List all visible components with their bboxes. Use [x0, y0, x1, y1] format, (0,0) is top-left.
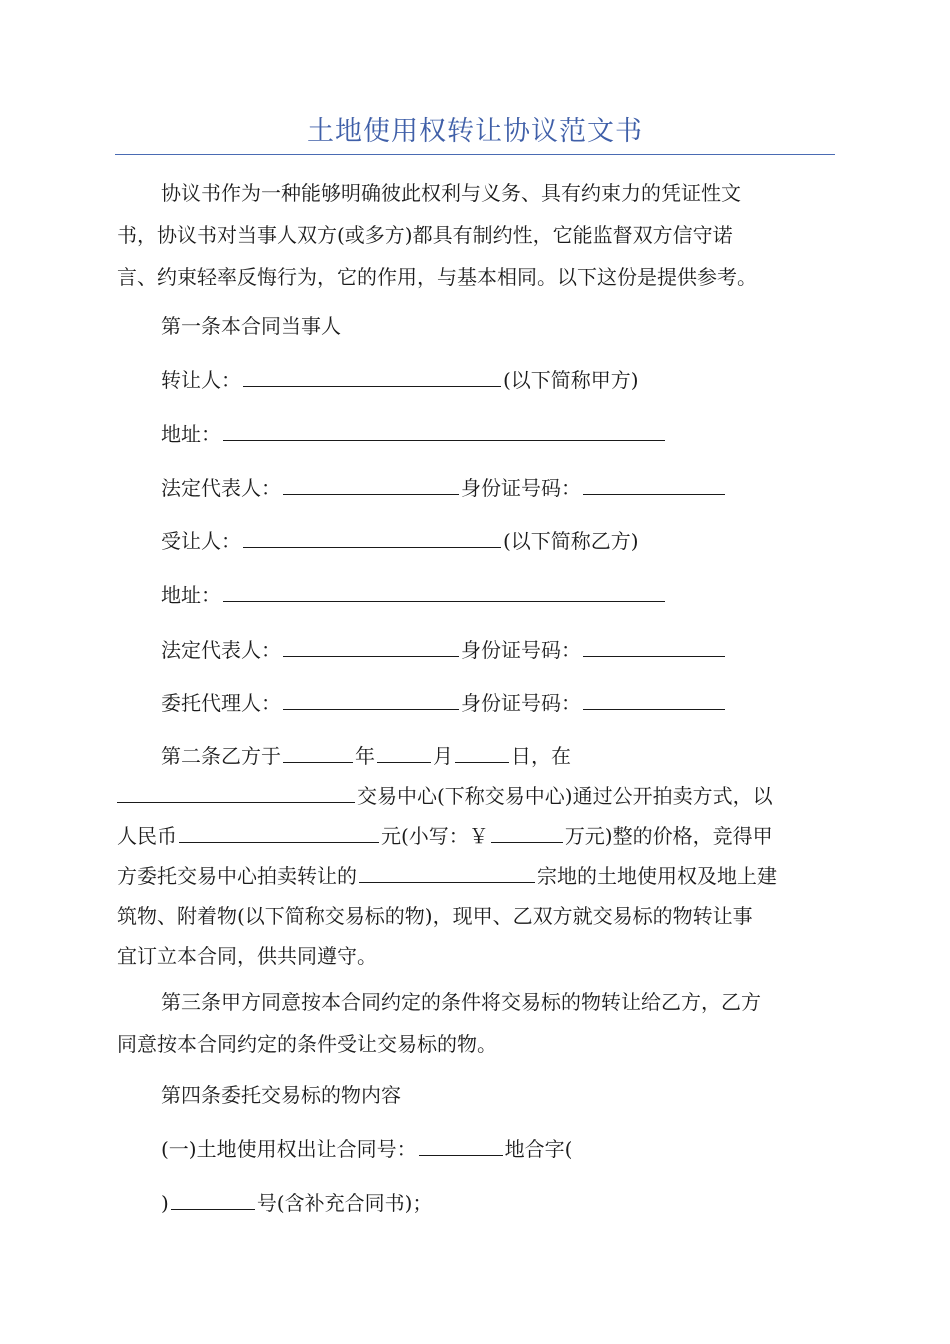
amount-small-label: 元(小写：￥ [381, 824, 489, 848]
amount-figures-blank[interactable] [491, 822, 563, 843]
article-2-line-6: 宜订立本合同，供共同遵守。 [117, 944, 377, 968]
id-blank-a[interactable] [583, 474, 725, 495]
article-2-line-3-tail: 万元)整的价格，竞得甲 [564, 824, 773, 848]
id-label-b: 身份证号码： [461, 638, 581, 662]
article-4-item-1 [117, 1131, 833, 1167]
article-4-heading-text: 第四条委托交易标的物内容 [161, 1083, 401, 1107]
transferee-suffix: (以下简称乙方) [503, 529, 639, 553]
article-2-paragraph [117, 738, 833, 974]
address-blank-a[interactable] [223, 420, 665, 441]
article-2-line-4-tail: 宗地的土地使用权及地上建 [537, 864, 777, 888]
legal-rep-blank-b[interactable] [283, 636, 459, 657]
article-2-line-2: 交易中心(下称交易中心)通过公开拍卖方式，以 [357, 784, 773, 808]
address-label-a: 地址： [161, 422, 221, 446]
agent-label: 委托代理人： [161, 691, 281, 715]
id-blank-c[interactable] [583, 689, 725, 710]
intro-paragraph [117, 175, 833, 295]
document-title: 土地使用权转让协议范文书 [307, 116, 643, 147]
article-1-heading [117, 308, 833, 344]
agent-line [117, 685, 833, 721]
contract-no-label: (一)土地使用权出让合同号： [161, 1137, 417, 1161]
intro-line-1: 协议书作为一种能够明确彼此权利与义务、具有约束力的凭证性文 [161, 181, 741, 205]
article-1-heading-text: 第一条本合同当事人 [161, 314, 341, 338]
article-4-item-1-cont [117, 1185, 833, 1221]
transferee-label: 受让人： [161, 529, 241, 553]
day-label: 日，在 [511, 744, 571, 768]
address-label-b: 地址： [161, 583, 221, 607]
parcel-blank[interactable] [359, 862, 535, 883]
legal-rep-blank-a[interactable] [283, 474, 459, 495]
exchange-center-blank[interactable] [117, 782, 355, 803]
article-4-heading [117, 1077, 833, 1113]
year-label: 年 [355, 744, 375, 768]
rmb-label: 人民币 [117, 824, 177, 848]
legal-rep-line-a [117, 470, 833, 506]
address-blank-b[interactable] [223, 581, 665, 602]
transferor-suffix: (以下简称甲方) [503, 368, 639, 392]
article-2-line-5: 筑物、附着物(以下简称交易标的物)，现甲、乙双方就交易标的物转让事 [117, 904, 753, 928]
legal-rep-label-b: 法定代表人： [161, 638, 281, 662]
month-label: 月 [433, 744, 453, 768]
intro-line-2: 书，协议书对当事人双方(或多方)都具有制约性，它能监督双方信守诺 [117, 223, 733, 247]
contract-number-blank[interactable] [171, 1189, 255, 1210]
id-label-a: 身份证号码： [461, 476, 581, 500]
contract-no-blank[interactable] [419, 1135, 503, 1156]
article-2-line-4-head: 方委托交易中心拍卖转让的 [117, 864, 357, 888]
article-3-paragraph [117, 984, 833, 1062]
id-label-c: 身份证号码： [461, 691, 581, 715]
year-blank[interactable] [283, 742, 353, 763]
day-blank[interactable] [455, 742, 509, 763]
id-blank-b[interactable] [583, 636, 725, 657]
close-paren: ) [161, 1191, 169, 1215]
article-3-line-1: 第三条甲方同意按本合同约定的条件将交易标的物转让给乙方，乙方 [161, 990, 761, 1014]
intro-line-3: 言、约束轻率反悔行为，它的作用，与基本相同。以下这份是提供参考。 [117, 265, 757, 289]
amount-words-blank[interactable] [179, 822, 379, 843]
article-3-line-2: 同意按本合同约定的条件受让交易标的物。 [117, 1032, 497, 1056]
legal-rep-line-b [117, 632, 833, 668]
legal-rep-label-a: 法定代表人： [161, 476, 281, 500]
land-contract-prefix: 地合字( [504, 1137, 573, 1161]
contract-number-suffix: 号(含补充合同书)； [256, 1191, 433, 1215]
month-blank[interactable] [377, 742, 431, 763]
transferee-line [117, 523, 833, 559]
transferee-blank[interactable] [243, 527, 501, 548]
title-underline [115, 154, 835, 155]
address-line-b [117, 577, 833, 613]
article-2-intro: 第二条乙方于 [161, 744, 281, 768]
transferor-blank[interactable] [243, 366, 501, 387]
transferor-label: 转让人： [161, 368, 241, 392]
transferor-line [117, 362, 833, 398]
address-line-a [117, 416, 833, 452]
agent-blank[interactable] [283, 689, 459, 710]
